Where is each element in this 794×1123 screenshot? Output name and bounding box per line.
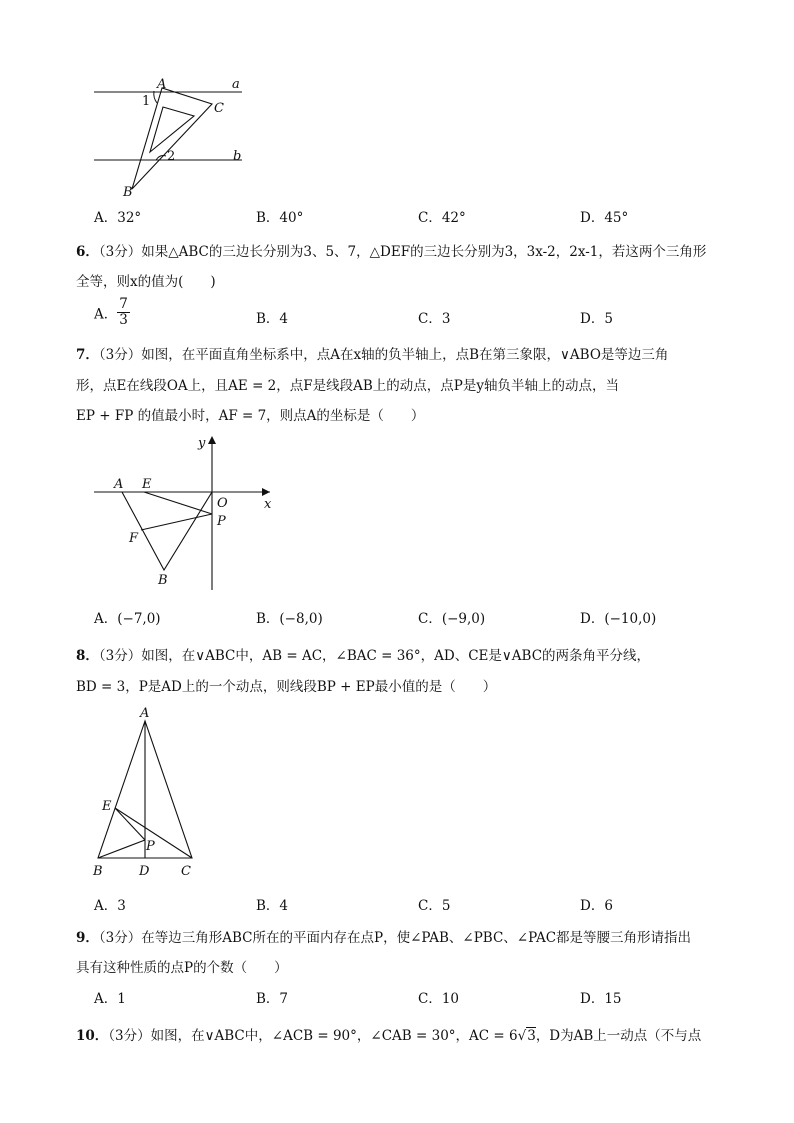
q10-sqrt-sign: √ [517, 1028, 527, 1044]
q7-number: 7． [76, 347, 99, 363]
q7-label-O: O [217, 496, 228, 511]
q5-label-A: A [157, 77, 167, 92]
q7-option-c[interactable]: C．(−9,0) [418, 611, 486, 627]
q9-number: 9． [76, 930, 99, 946]
q6-text-1: （3分）如果△ABC的三边长分别为3、5、7，△DEF的三边长分别为3，3x-2，2x-1，若这两个三角形 [98, 244, 707, 260]
q10-text-1b: ，D为AB上一动点（不与点 [535, 1028, 702, 1044]
q7-line-2: 形，点E在线段OA上，且AE = 2，点F是线段AB上的动点，点P是y轴负半轴上的动点，当 [76, 378, 620, 394]
q6-number: 6． [76, 244, 99, 260]
q7-text-1: （3分）如图，在平面直角坐标系中，点A在x轴的负半轴上，点B在第三象限，∨ABO是等边三角 [98, 347, 669, 363]
q9-text-1: （3分）在等边三角形ABC所在的平面内存在点P，使∠PAB、∠PBC、∠PAC都是等腰三角形请指出 [98, 930, 692, 946]
q7-line-3: EP + FP 的值最小时，AF = 7，则点A的坐标是（ ） [76, 408, 425, 424]
q8-label-C: C [181, 864, 191, 879]
q7-option-a[interactable]: A．(−7,0) [94, 611, 161, 627]
q6-option-a-fraction [117, 297, 130, 328]
q6-fraction-numerator: 7 [119, 296, 128, 312]
q10-line-1 [76, 1024, 701, 1044]
q5-figure [90, 74, 260, 199]
q6-option-d[interactable]: D．5 [580, 311, 613, 327]
q8-option-d[interactable]: D．6 [580, 898, 613, 914]
q5-label-a: a [232, 77, 240, 92]
q8-figure [88, 702, 208, 880]
q8-label-B: B [93, 864, 103, 879]
q8-label-P: P [146, 839, 155, 854]
q7-label-F: F [129, 531, 139, 546]
q5-label-b: b [233, 149, 242, 164]
q8-number: 8． [76, 648, 99, 664]
q8-line-2: BD = 3，P是AD上的一个动点，则线段BP + EP最小值的是（ ） [76, 679, 497, 695]
q5-label-1: 1 [142, 94, 151, 109]
q7-label-A: A [114, 477, 124, 492]
q10-number: 10． [76, 1028, 109, 1044]
q9-option-d[interactable]: D．15 [580, 991, 622, 1007]
q9-option-b[interactable]: B．7 [256, 991, 289, 1007]
q7-label-E: E [142, 477, 152, 492]
q8-label-A: A [140, 706, 150, 721]
q7-option-b[interactable]: B．(−8,0) [256, 611, 323, 627]
q6-fraction-denominator: 3 [119, 312, 128, 328]
q6-option-b[interactable]: B．4 [256, 311, 289, 327]
q5-option-c[interactable]: C．42° [418, 210, 466, 226]
q6-option-a-label: A． [94, 306, 118, 323]
q5-option-b[interactable]: B．40° [256, 210, 304, 226]
q7-option-d[interactable]: D．(−10,0) [580, 611, 657, 627]
q6-option-c[interactable]: C．3 [418, 311, 451, 327]
q8-option-a[interactable]: A．3 [94, 898, 126, 914]
q7-label-y: y [198, 436, 206, 451]
q8-label-E: E [102, 799, 112, 814]
q5-label-B: B [123, 185, 133, 200]
q7-figure [90, 432, 290, 592]
q7-label-P: P [217, 514, 226, 529]
q6-line-2: 全等，则x的值为( ) [76, 274, 216, 290]
q7-label-B: B [158, 573, 168, 588]
q7-label-x: x [264, 497, 272, 512]
q8-text-1: （3分）如图，在∨ABC中，AB = AC，∠BAC = 36°，AD、CE是∨ABC的两条角平分线， [98, 648, 651, 664]
q6-option-a[interactable] [94, 297, 130, 328]
q9-line-1 [76, 926, 691, 946]
q7-line-1 [76, 343, 668, 363]
q8-line-1 [76, 644, 650, 664]
q9-option-a[interactable]: A．1 [94, 991, 126, 1007]
q5-option-a[interactable]: A．32° [94, 210, 142, 226]
q5-option-d[interactable]: D．45° [580, 210, 629, 226]
q10-text-1a: （3分）如图，在∨ABC中，∠ACB = 90°，∠CAB = 30°，AC = 6 [108, 1028, 518, 1044]
q8-label-D: D [139, 864, 150, 879]
q9-option-c[interactable]: C．10 [418, 991, 460, 1007]
q10-sqrt-radicand: 3 [527, 1028, 536, 1044]
q6-line-1 [76, 240, 706, 260]
q8-option-c[interactable]: C．5 [418, 898, 451, 914]
q5-label-C: C [214, 101, 224, 116]
q8-option-b[interactable]: B．4 [256, 898, 289, 914]
q9-line-2: 具有这种性质的点P的个数（ ） [76, 960, 288, 976]
q5-label-2: 2 [167, 149, 176, 164]
